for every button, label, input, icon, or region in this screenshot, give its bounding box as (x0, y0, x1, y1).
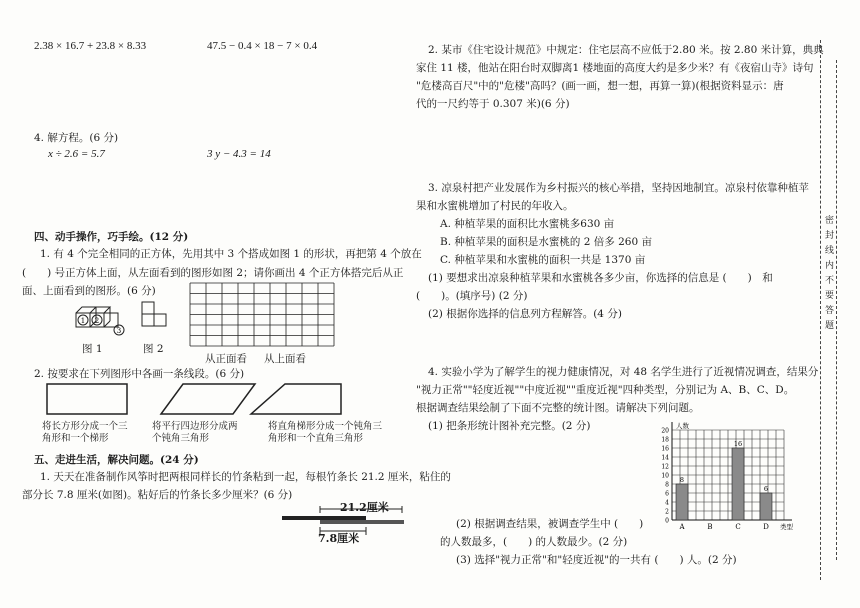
x-axis-label: 类型 (780, 523, 793, 531)
y-tick-label: 14 (661, 454, 669, 462)
equation-1: x ÷ 2.6 = 5.7 (48, 148, 105, 160)
r-q4-sub1: (1) 把条形统计图补充完整。(2 分) (428, 420, 591, 432)
r-q2-line4: 代的一尺约等于 0.307 米)(6 分) (416, 98, 570, 110)
x-tick-label: A (679, 523, 685, 531)
rect-caption: 将长方形分成一个三角形和一个梯形 (42, 421, 128, 444)
r-q4-sub2-line1: (2) 根据调查结果，被调查学生中 ( ) (456, 518, 644, 530)
cube-label-1: 1 (80, 317, 86, 325)
y-tick-label: 20 (661, 427, 669, 435)
y-tick-label: 4 (665, 499, 669, 507)
figure-1-cubes (74, 303, 126, 337)
cube-label-2: 2 (94, 317, 100, 325)
y-axis-label: 人数 (676, 422, 689, 430)
r-q4-line2: "视力正常""轻度近视""中度近视""重度近视"四种类型，分别记为 A、B、C、D。 (416, 384, 795, 396)
rectangle-shape (47, 384, 127, 414)
s4-q1-line2: ( ) 号正方体上面，从左面看到的图形如图 2；请你画出 4 个正方体搭完后从正 (22, 267, 404, 279)
data-label-D: 6 (763, 485, 769, 493)
parallelogram-shape (161, 384, 255, 414)
r-q3-sub2: (2) 根据你选择的信息列方程解答。(4 分) (428, 308, 622, 320)
seal-line-2 (836, 60, 837, 560)
r-q2-line2: 家住 11 楼，他站在阳台时双脚离1 楼地面的高度大约是多少米？有《夜宿山寺》诗句 (416, 62, 814, 74)
s4-q2-title: 2. 按要求在下列图形中各画一条线段。(6 分) (34, 368, 245, 380)
view-front-label: 从正面看 (205, 353, 247, 365)
equation-2: 3 y − 4.3 = 14 (207, 148, 271, 160)
x-tick-label: B (707, 523, 713, 531)
figure-1-label: 图 1 (82, 343, 103, 355)
r-q3-line2: 果和水蜜桃增加了村民的年收入。 (416, 200, 574, 212)
x-tick-label: C (735, 523, 741, 531)
r-q3-optA: A. 种植苹果的面积比水蜜桃多630 亩 (440, 218, 615, 230)
calc-expr-1: 2.38 × 16.7 + 23.8 × 8.33 (34, 40, 147, 52)
figure-2-left-view (140, 300, 170, 332)
bar-A (676, 484, 688, 520)
data-label-C: 16 (733, 440, 743, 448)
r-q3-sub1-line2: ( )。(填序号) (2 分) (416, 290, 528, 302)
bar-D (760, 493, 772, 520)
seal-line (820, 40, 821, 580)
r-q2-line3: "危楼高百尺"中的"危楼"高吗？(画一画，想一想，再算一算)(根据资料显示：唐 (416, 80, 784, 92)
shapes-row[interactable] (43, 382, 343, 422)
y-tick-label: 6 (665, 490, 669, 498)
cube-label-3: 3 (116, 327, 122, 335)
s5-q1-line2: 部分长 7.8 厘米(如图)。粘好后的竹条长多少厘米？(6 分) (22, 489, 293, 501)
y-tick-label: 0 (665, 517, 669, 525)
view-top-label: 从上面看 (264, 353, 306, 365)
s5-q1-line1: 1. 天天在准备制作风筝时把两根同样长的竹条粘到一起，每根竹条长 21.2 厘米，粘住的 (40, 471, 451, 483)
y-tick-label: 16 (661, 445, 669, 453)
y-tick-label: 2 (665, 508, 669, 516)
section5-title: 五、走进生活，解决问题。(24 分) (34, 454, 199, 466)
r-q3-optC: C. 种植苹果和水蜜桃的面积一共是 1370 亩 (440, 254, 646, 266)
r-q4-line3: 根据调查结果绘制了下面不完整的统计图。请解决下列问题。 (416, 402, 700, 414)
calc-expr-2: 47.5 − 0.4 × 18 − 7 × 0.4 (207, 40, 318, 52)
trap-caption: 将直角梯形分成一个钝角三角形和一个直角三角形 (268, 421, 383, 444)
r-q3-sub1-line1: (1) 要想求出凉泉种植苹果和水蜜桃各多少亩，你选择的信息是 ( ) 和 (428, 272, 773, 284)
right-trapezoid-shape (251, 384, 341, 414)
section4-title: 四、动手操作，巧手绘。(12 分) (34, 231, 189, 243)
x-tick-label: D (763, 523, 769, 531)
label-long: 21.2厘米 (340, 501, 389, 514)
r-q4-sub2-line2: 的人数最多，( ) 的人数最少。(2 分) (440, 536, 628, 548)
label-short: 7.8厘米 (318, 532, 360, 545)
bar-C (732, 448, 744, 520)
para-caption: 将平行四边形分成两个钝角三角形 (152, 421, 238, 444)
vision-bar-chart (648, 420, 798, 532)
r-q2-line1: 2. 某市《住宅设计规范》中规定：住宅层高不应低于2.80 米。按 2.80 米计算，典典 (428, 44, 824, 56)
y-tick-label: 12 (661, 463, 669, 471)
s4-q1-line1: 1. 有 4 个完全相同的正方体，先用其中 3 个搭成如图 1 的形状，再把第 4 个放在 (40, 248, 422, 260)
r-q3-optB: B. 种植苹果的面积是水蜜桃的 2 倍多 260 亩 (440, 236, 652, 248)
s4-q1-line3: 面、上面看到的图形。(6 分) (22, 285, 156, 297)
figure-2-label: 图 2 (143, 343, 164, 355)
seal-line-text: 密封线内不要答题 (823, 215, 833, 335)
y-tick-label: 8 (665, 481, 669, 489)
r-q4-line1: 4. 实验小学为了解学生的视力健康情况，对 48 名学生进行了近视情况调查，结果分 (428, 366, 819, 378)
r-q4-sub3: (3) 选择"视力正常"和"轻度近视"的一共有 ( ) 人。(2 分) (456, 554, 737, 566)
r-q3-line1: 3. 凉泉村把产业发展作为乡村振兴的核心举措，坚持因地制宜。凉泉村依靠种植苹 (428, 182, 809, 194)
drawing-grid[interactable] (188, 281, 338, 347)
q4-title: 4. 解方程。(6 分) (34, 132, 119, 144)
y-tick-label: 18 (661, 436, 669, 444)
y-tick-label: 10 (661, 472, 669, 480)
data-label-A: 8 (679, 476, 685, 484)
